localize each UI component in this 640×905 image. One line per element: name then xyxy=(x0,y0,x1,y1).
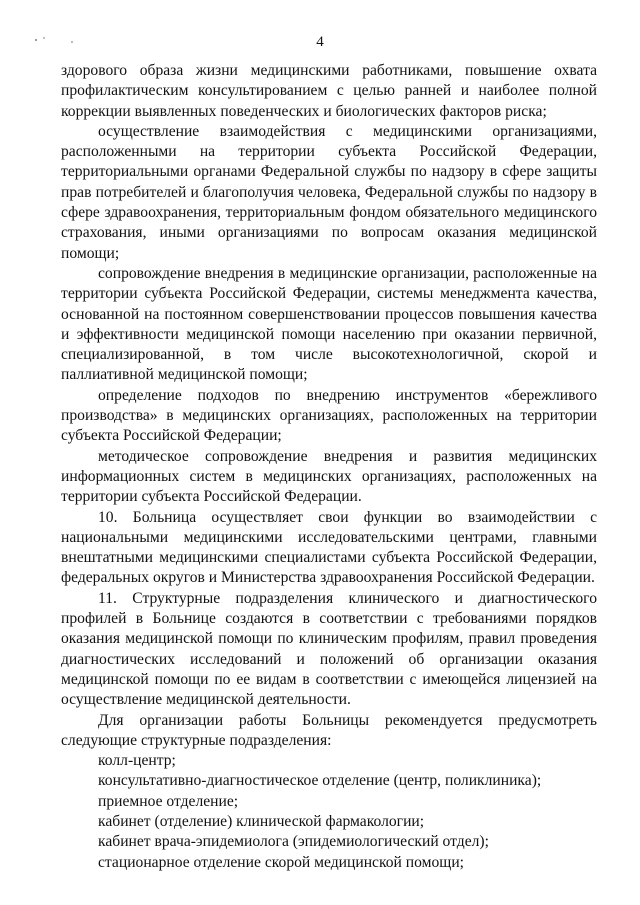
structural-units-list xyxy=(61,751,597,873)
paragraph: здорового образа жизни медицинскими работниками, повышение охвата профилактическим консультированием с целью ранней и наиболее полной коррекции выявленных поведенческих и биологических факторов риска; xyxy=(61,62,597,120)
list-item: консультативно-диагностическое отделение (центр, поликлиника); xyxy=(98,772,542,790)
paragraph: осуществление взаимодействия с медицинскими организациями, расположенными на территории субъекта Российской Федерации, территориальными органами Федеральной службы по надзору в сфере защиты прав потребителей и благополучия человека, Федеральной службы по надзору в сфере здравоохранения, территориальным фондом обязательного медицинского страхования, иными организациями по вопросам оказания медицинской помощи; xyxy=(61,122,597,262)
paragraph-item-10: 10. Больница осуществляет свои функции во взаимодействии с национальными медицинскими исследовательскими центрами, главными внештатными медицинскими специалистами субъекта Российской Федерации, федеральных округов и Министерства здравоохранения Российской Федерации. xyxy=(61,508,597,587)
paragraph: Для организации работы Больницы рекомендуется предусмотреть следующие структурные подразделения: xyxy=(61,711,597,749)
paragraph-item-11: 11. Структурные подразделения клинического и диагностического профилей в Больнице создаются в соответствии с требованиями порядков оказания медицинской помощи по клиническим профилям, правил проведения диагностических исследований и положений об организации оказания медицинской помощи по ее видам в соответствии с имеющейся лицензией на осуществление медицинской деятельности. xyxy=(61,589,597,709)
list-item: стационарное отделение скорой медицинской помощи; xyxy=(98,853,464,871)
paragraph: определение подходов по внедрению инструментов «бережливого производства» в медицинских организациях, расположенных на территории субъекта Российской Федерации; xyxy=(61,386,597,445)
list-item: приемное отделение; xyxy=(98,792,239,810)
list-item: кабинет врача-эпидемиолога (эпидемиологический отдел); xyxy=(98,833,489,851)
paragraph: методическое сопровождение внедрения и развития медицинских информационных систем в медицинских организациях, расположенных на территории субъекта Российской Федерации. xyxy=(61,447,597,506)
page-number: 4 xyxy=(316,34,324,50)
list-item: колл-центр; xyxy=(98,752,176,770)
list-item: кабинет (отделение) клинической фармакологии; xyxy=(98,812,425,830)
document-body xyxy=(61,61,597,873)
paragraph: сопровождение внедрения в медицинские организации, расположенные на территории субъекта Российской Федерации, системы менеджмента качества, основанной на постоянном совершенствовании процессов повышения качества и эффективности медицинской помощи населению при оказании первичной, специализированной, в том числе высокотехнологичной, скорой и паллиативной медицинской помощи; xyxy=(61,264,597,384)
